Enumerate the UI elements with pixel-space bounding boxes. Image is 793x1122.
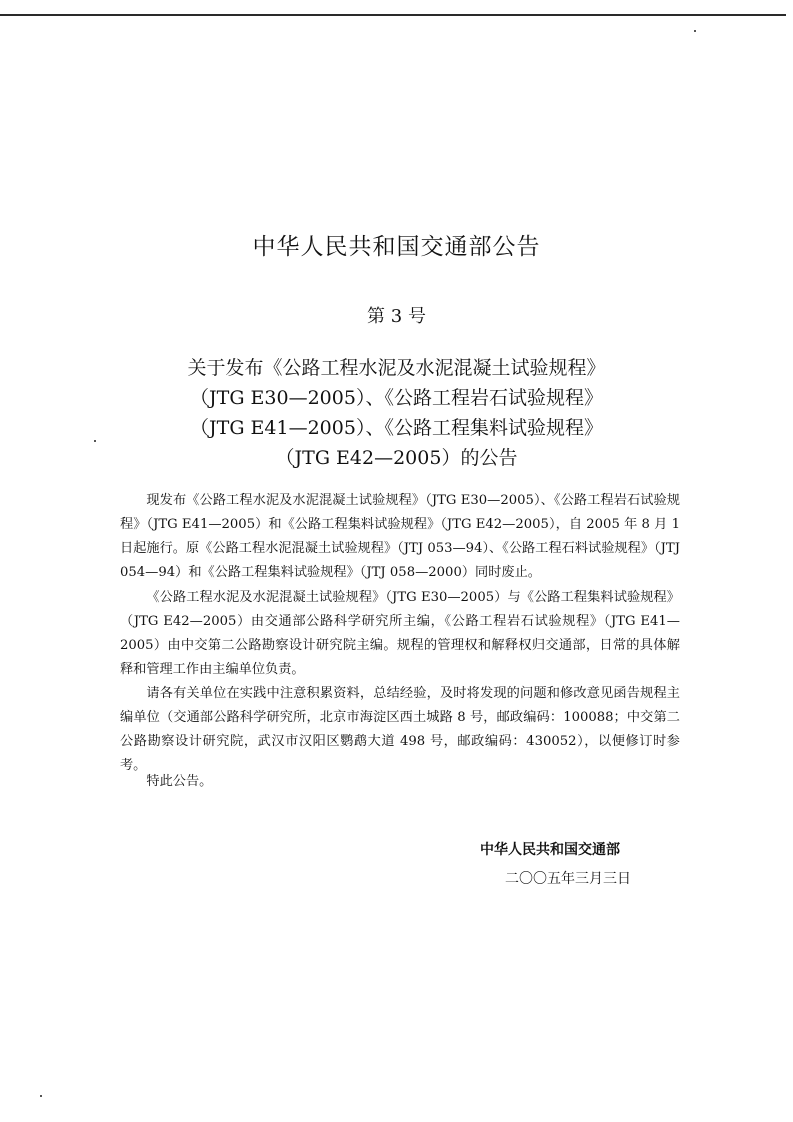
scan-speck xyxy=(694,30,696,32)
body-paragraph xyxy=(120,586,680,682)
body-paragraph xyxy=(120,770,680,794)
scan-speck xyxy=(40,1095,42,1097)
scan-top-rule xyxy=(0,14,786,16)
paragraph-text: 请各有关单位在实践中注意积累资料，总结经验，及时将发现的问题和修改意见函告规程主编单位（交通部公路科学研究所，北京市海淀区西土城路 8 号，邮政编码：100088；中交第二公路勘察设计研究院，武汉市汉阳区鹦鹉大道 498 号，邮政编码：430052），以便修订时参考。 xyxy=(120,686,680,773)
body-paragraph xyxy=(120,489,680,585)
paragraph-text: 现发布《公路工程水泥及水泥混凝土试验规程》（JTG E30—2005）、《公路工程岩石试验规程》（JTG E41—2005）和《公路工程集料试验规程》（JTG E42—2005），自 2005 年 8 月 1 日起施行。原《公路工程水泥混凝土试验规程》（JTJ 053—94）、《公路工程石料试验规程》（JTJ 054—94）和《公路工程集料试验规程》（JTJ 058—2000）同时废止。 xyxy=(120,493,680,580)
scan-speck xyxy=(94,440,96,442)
subject-line: 关于发布《公路工程水泥及水泥混凝土试验规程》 xyxy=(187,357,606,379)
signature-organization: 中华人民共和国交通部 xyxy=(480,842,620,858)
subject-line: （JTG E41—2005）、《公路工程集料试验规程》 xyxy=(190,417,603,439)
subject-line: （JTG E42—2005）的公告 xyxy=(275,447,518,469)
subject-line: （JTG E30—2005）、《公路工程岩石试验规程》 xyxy=(190,387,603,409)
paragraph-text: 特此公告。 xyxy=(146,774,213,789)
signature-date: 二〇〇五年三月三日 xyxy=(505,871,631,887)
announcement-number: 第 3 号 xyxy=(367,306,426,327)
page-title: 中华人民共和国交通部公告 xyxy=(252,234,541,260)
paragraph-text: 《公路工程水泥及水泥混凝土试验规程》（JTG E30—2005）与《公路工程集料试验规程》（JTG E42—2005）由交通部公路科学研究所主编，《公路工程岩石试验规程》（JTG E41—2005）由中交第二公路勘察设计研究院主编。规程的管理权和解释权归交通部，日常的具体解释和管理工作由主编单位负责。 xyxy=(120,590,680,677)
body-paragraph xyxy=(120,682,680,778)
